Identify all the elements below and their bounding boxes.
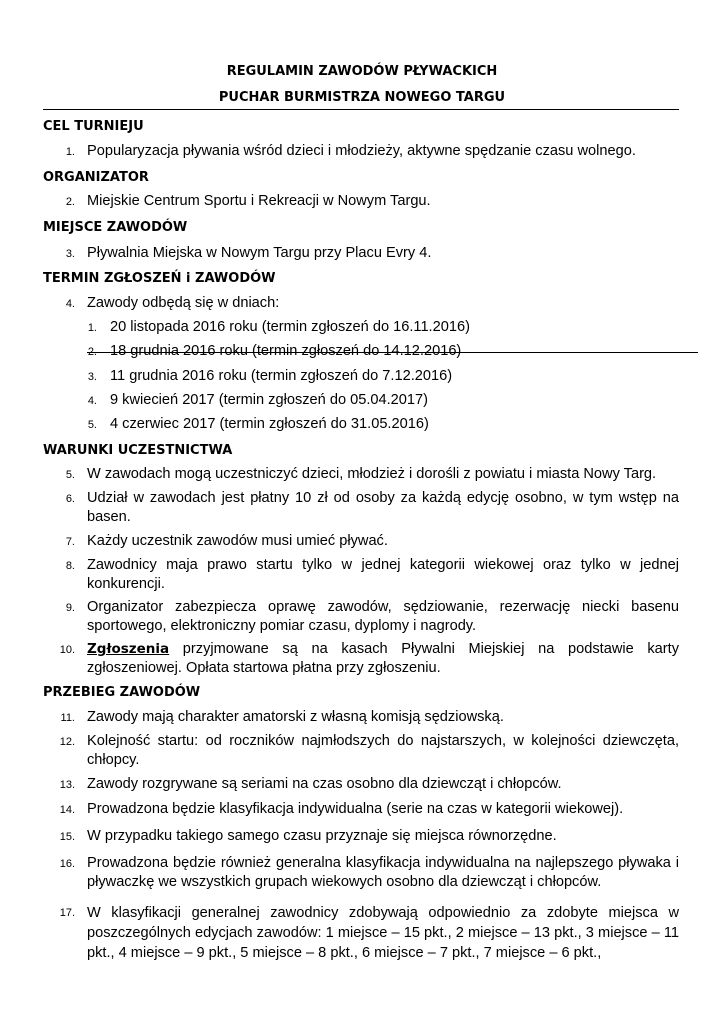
- item-number: 7.: [65, 536, 75, 548]
- date-number: 1.: [87, 322, 97, 334]
- section-heading-termin: TERMIN ZGŁOSZEŃ i ZAWODÓW: [43, 271, 276, 286]
- item-number: 9.: [65, 602, 75, 614]
- item-text: Zawody odbędą się w dniach:: [87, 295, 280, 311]
- item-number: 14.: [59, 804, 75, 816]
- item-number: 8.: [65, 560, 75, 572]
- item-number: 4.: [65, 298, 75, 310]
- item-text: Kolejność startu: od roczników najmłodszych do najstarszych, w kolejności dziewczęta, chłopcy.: [87, 733, 679, 768]
- item-number: 15.: [59, 831, 75, 843]
- item-text: Pływalnia Miejska w Nowym Targu przy Placu Evry 4.: [87, 245, 432, 261]
- item-number: 6.: [65, 493, 75, 505]
- item-number: 10.: [59, 644, 75, 656]
- document-subtitle: PUCHAR BURMISTRZA NOWEGO TARGU: [218, 90, 506, 105]
- item-text: W zawodach mogą uczestniczyć dzieci, młodzież i dorośli z powiatu i miasta Nowy Targ.: [87, 466, 657, 482]
- item-text: Zawody rozgrywane są seriami na czas osobno dla dziewcząt i chłopców.: [87, 776, 562, 792]
- document-title: REGULAMIN ZAWODÓW PŁYWACKICH: [226, 64, 498, 79]
- item-number: 16.: [59, 858, 75, 870]
- item-number: 13.: [59, 779, 75, 791]
- section-heading-cel: CEL TURNIEJU: [43, 119, 144, 134]
- item-number: 11.: [60, 712, 75, 724]
- item-text: W przypadku takiego samego czasu przyznaje się miejsca równorzędne.: [87, 828, 557, 844]
- item-number: 5.: [65, 469, 75, 481]
- item-text: Udział w zawodach jest płatny 10 zł od osoby za każdą edycję osobno, w tym wstęp na basen.: [87, 490, 679, 525]
- strikethrough-line: [87, 352, 698, 353]
- item-number: 3.: [65, 248, 75, 260]
- date-number: 2.: [87, 346, 97, 358]
- item-number: 1.: [65, 146, 75, 158]
- item-number: 2.: [65, 196, 75, 208]
- item-number: 12.: [59, 736, 75, 748]
- item-text: W klasyfikacji generalnej zawodnicy zdobywają odpowiednio za zdobyte miejsca w poszczególnych edycjach zawodów: 1 miejsce – 15 pkt., 2 miejsce – 13 pkt., 3 miejsce – 11 pkt., 4 miejsce – 9 pkt., 5 miejsce – 8 pkt., 6 miejsce – 7 pkt., 7 miejsce – 6 pkt.,: [87, 905, 679, 961]
- item-text: Popularyzacja pływania wśród dzieci i młodzieży, aktywne spędzanie czasu wolnego.: [87, 143, 636, 159]
- date-text: 4 czerwiec 2017 (termin zgłoszeń do 31.05.2016): [110, 416, 429, 432]
- date-text: 20 listopada 2016 roku (termin zgłoszeń do 16.11.2016): [110, 319, 470, 335]
- item-text: Prowadzona będzie również generalna klasyfikacja indywidualna na najlepszego pływaka i pływaczkę we wszystkich grupach wiekowych osobno dla dziewcząt i chłopców.: [87, 855, 679, 890]
- date-text: 9 kwiecień 2017 (termin zgłoszeń do 05.04.2017): [110, 392, 429, 408]
- item-text: Miejskie Centrum Sportu i Rekreacji w Nowym Targu.: [87, 193, 431, 209]
- title-divider: [43, 109, 679, 110]
- item-text: Zawody mają charakter amatorski z własną komisją sędziowską.: [87, 709, 504, 725]
- section-heading-miejsce: MIEJSCE ZAWODÓW: [43, 220, 188, 235]
- item-text: [87, 640, 679, 678]
- date-number: 3.: [87, 371, 97, 383]
- section-heading-warunki: WARUNKI UCZESTNICTWA: [43, 443, 233, 458]
- item-text: Zawodnicy maja prawo startu tylko w jednej kategorii wiekowej oraz tylko w jednej konkurencji.: [87, 557, 679, 592]
- section-heading-organizator: ORGANIZATOR: [43, 170, 149, 185]
- zgloszenia-emphasis: Zgłoszenia: [87, 641, 170, 657]
- item-text: Każdy uczestnik zawodów musi umieć pływać.: [87, 533, 388, 549]
- item-number: 17.: [59, 907, 75, 919]
- item-text-rest: przyjmowane są na kasach Pływalni Miejskiej na podstawie karty zgłoszeniowej. Opłata startowa płatna przy zgłoszeniu.: [87, 641, 679, 676]
- section-heading-przebieg: PRZEBIEG ZAWODÓW: [43, 685, 201, 700]
- date-text: 11 grudnia 2016 roku (termin zgłoszeń do 7.12.2016): [110, 368, 453, 384]
- date-number: 4.: [87, 395, 97, 407]
- date-text-cancelled: 18 grudnia 2016 roku (termin zgłoszeń do 14.12.2016): [110, 343, 462, 359]
- item-text: Organizator zabezpiecza oprawę zawodów, sędziowanie, rezerwację niecki basenu sportowego, elektroniczny pomiar czasu, dyplomy i nagrody.: [87, 599, 679, 634]
- item-text: Prowadzona będzie klasyfikacja indywidualna (serie na czas w kategorii wiekowej).: [87, 801, 624, 817]
- date-number: 5.: [87, 419, 97, 431]
